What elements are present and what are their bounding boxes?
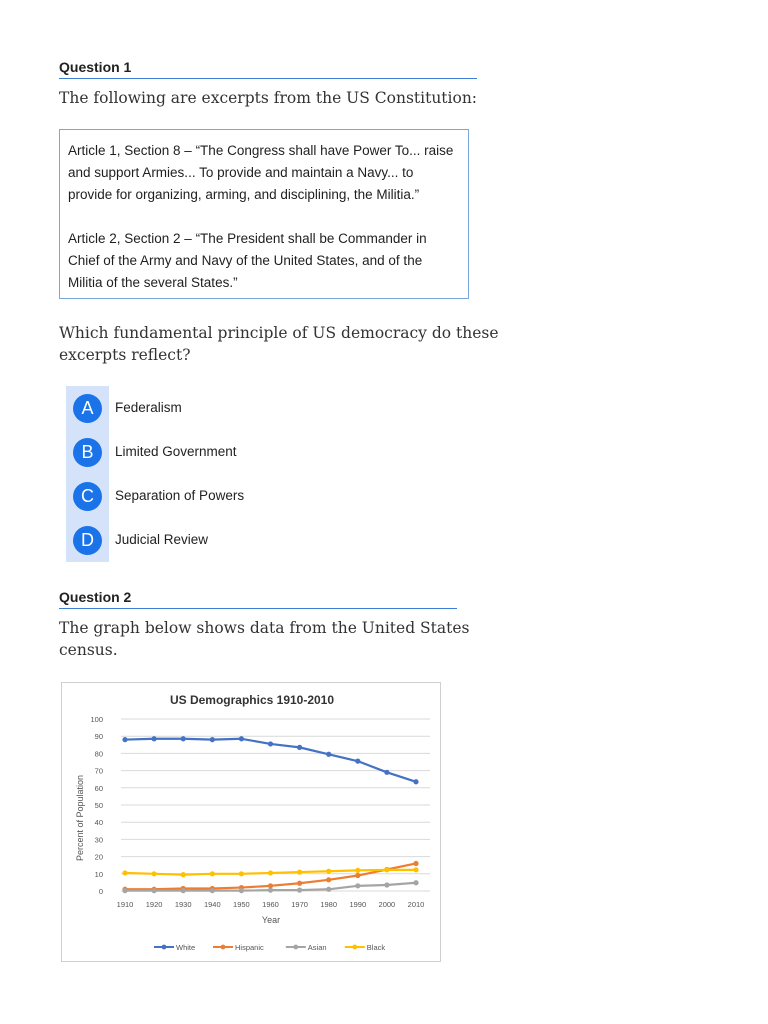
point-black-1910 [122,870,127,875]
choice-d-label[interactable]: Judicial Review [115,532,209,547]
choice-d[interactable] [66,521,326,561]
choice-a-letter[interactable]: A [73,394,102,423]
choice-c-label[interactable]: Separation of Powers [115,488,245,503]
legend-label-hispanic: Hispanic [235,943,264,952]
point-black-2010 [413,867,418,872]
question-2-heading: Question 2 [59,589,457,609]
legend-marker-hispanic [221,945,226,950]
point-black-1930 [181,872,186,877]
legend-label-white: White [176,943,196,952]
point-white-1970 [297,745,302,750]
point-asian-1960 [268,888,273,893]
point-asian-1910 [122,888,127,893]
chart-x-axis-label: Year [261,915,281,925]
y-tick-label-20: 20 [94,852,103,862]
point-white-1930 [181,736,186,741]
y-tick-label-30: 30 [94,835,103,845]
point-white-2000 [384,770,389,775]
x-tick-label-1970: 1970 [291,900,308,909]
point-black-1950 [239,871,244,876]
x-tick-label-2000: 2000 [378,900,396,909]
point-asian-2000 [384,882,389,887]
point-black-1940 [210,871,215,876]
choice-a[interactable] [66,389,326,429]
point-black-1990 [355,868,360,873]
point-hispanic-1980 [326,877,331,882]
choice-b-label[interactable]: Limited Government [115,444,237,459]
legend-marker-asian [293,945,298,950]
x-tick-label-1940: 1940 [203,900,221,909]
choice-a-label[interactable]: Federalism [115,400,182,415]
choice-c-letter[interactable]: C [73,482,102,511]
point-white-2010 [413,779,418,784]
point-asian-1920 [152,888,157,893]
point-black-2000 [384,867,389,872]
choice-d-letter[interactable]: D [73,526,102,555]
x-tick-label-1960: 1960 [262,900,279,909]
y-tick-label-0: 0 [98,887,103,896]
y-tick-label-50: 50 [94,801,103,810]
point-black-1920 [152,871,157,876]
point-white-1960 [268,741,273,746]
legend-label-asian: Asian [307,943,327,952]
legend-label-black: Black [366,943,386,952]
choice-b-letter[interactable]: B [73,438,102,467]
question-2-prompt-line-2: census. [59,641,118,659]
x-tick-label-1990: 1990 [349,900,367,909]
point-asian-1930 [181,888,186,893]
point-asian-1990 [355,883,360,888]
y-tick-label-60: 60 [94,783,103,793]
point-black-1960 [268,870,273,875]
point-white-1940 [210,737,215,742]
choice-b[interactable] [66,433,326,473]
legend-marker-white [162,945,167,950]
x-tick-label-1980: 1980 [320,900,338,909]
y-tick-label-100: 100 [90,715,103,724]
question-2-prompt-line-1: The graph below shows data from the United States [59,619,470,637]
point-asian-1970 [297,888,302,893]
point-black-1980 [326,869,331,874]
question-1-heading: Question 1 [59,59,477,79]
point-white-1920 [152,736,157,741]
x-tick-label-1910: 1910 [116,900,134,909]
chart-title: US Demographics 1910-2010 [169,693,335,707]
point-white-1990 [355,759,360,764]
y-tick-label-90: 90 [94,732,103,742]
y-tick-label-80: 80 [94,749,103,759]
y-tick-label-10: 10 [94,869,103,879]
point-black-1970 [297,869,302,874]
chart-y-axis-label: Percent of Population [75,774,85,862]
y-tick-label-40: 40 [94,818,103,828]
excerpt-article-1: Article 1, Section 8 – “The Congress shall have Power To... raise and support Armies... To provide and maintain a Navy... to provide for organizing, arming, and disciplining, the Militia.” [68,143,454,202]
point-hispanic-1970 [297,881,302,886]
question-1-text-line-1: Which fundamental principle of US democracy do these [59,324,499,342]
legend-marker-black [352,945,357,950]
point-white-1910 [122,737,127,742]
point-hispanic-2010 [413,861,418,866]
x-tick-label-1950: 1950 [233,900,250,909]
point-asian-2010 [413,880,418,885]
x-tick-label-1930: 1930 [174,900,192,909]
point-white-1950 [239,736,244,741]
excerpt-box [59,129,469,299]
point-asian-1950 [239,888,244,893]
chart-canvas [62,683,442,963]
x-tick-label-2010: 2010 [407,900,425,909]
question-1-prompt: The following are excerpts from the US Constitution: [59,89,478,107]
choice-c[interactable] [66,477,326,517]
y-tick-label-70: 70 [94,766,103,776]
question-1-text-line-2: excerpts reflect? [59,346,191,364]
point-asian-1940 [210,888,215,893]
point-white-1980 [326,752,331,757]
demographics-chart [61,682,441,962]
excerpt-article-2: Article 2, Section 2 – “The President shall be Commander in Chief of the Army and Navy of the United States, and of the Militia of the several States.” [68,231,427,290]
point-asian-1980 [326,887,331,892]
x-tick-label-1920: 1920 [145,900,163,909]
point-hispanic-1990 [355,873,360,878]
